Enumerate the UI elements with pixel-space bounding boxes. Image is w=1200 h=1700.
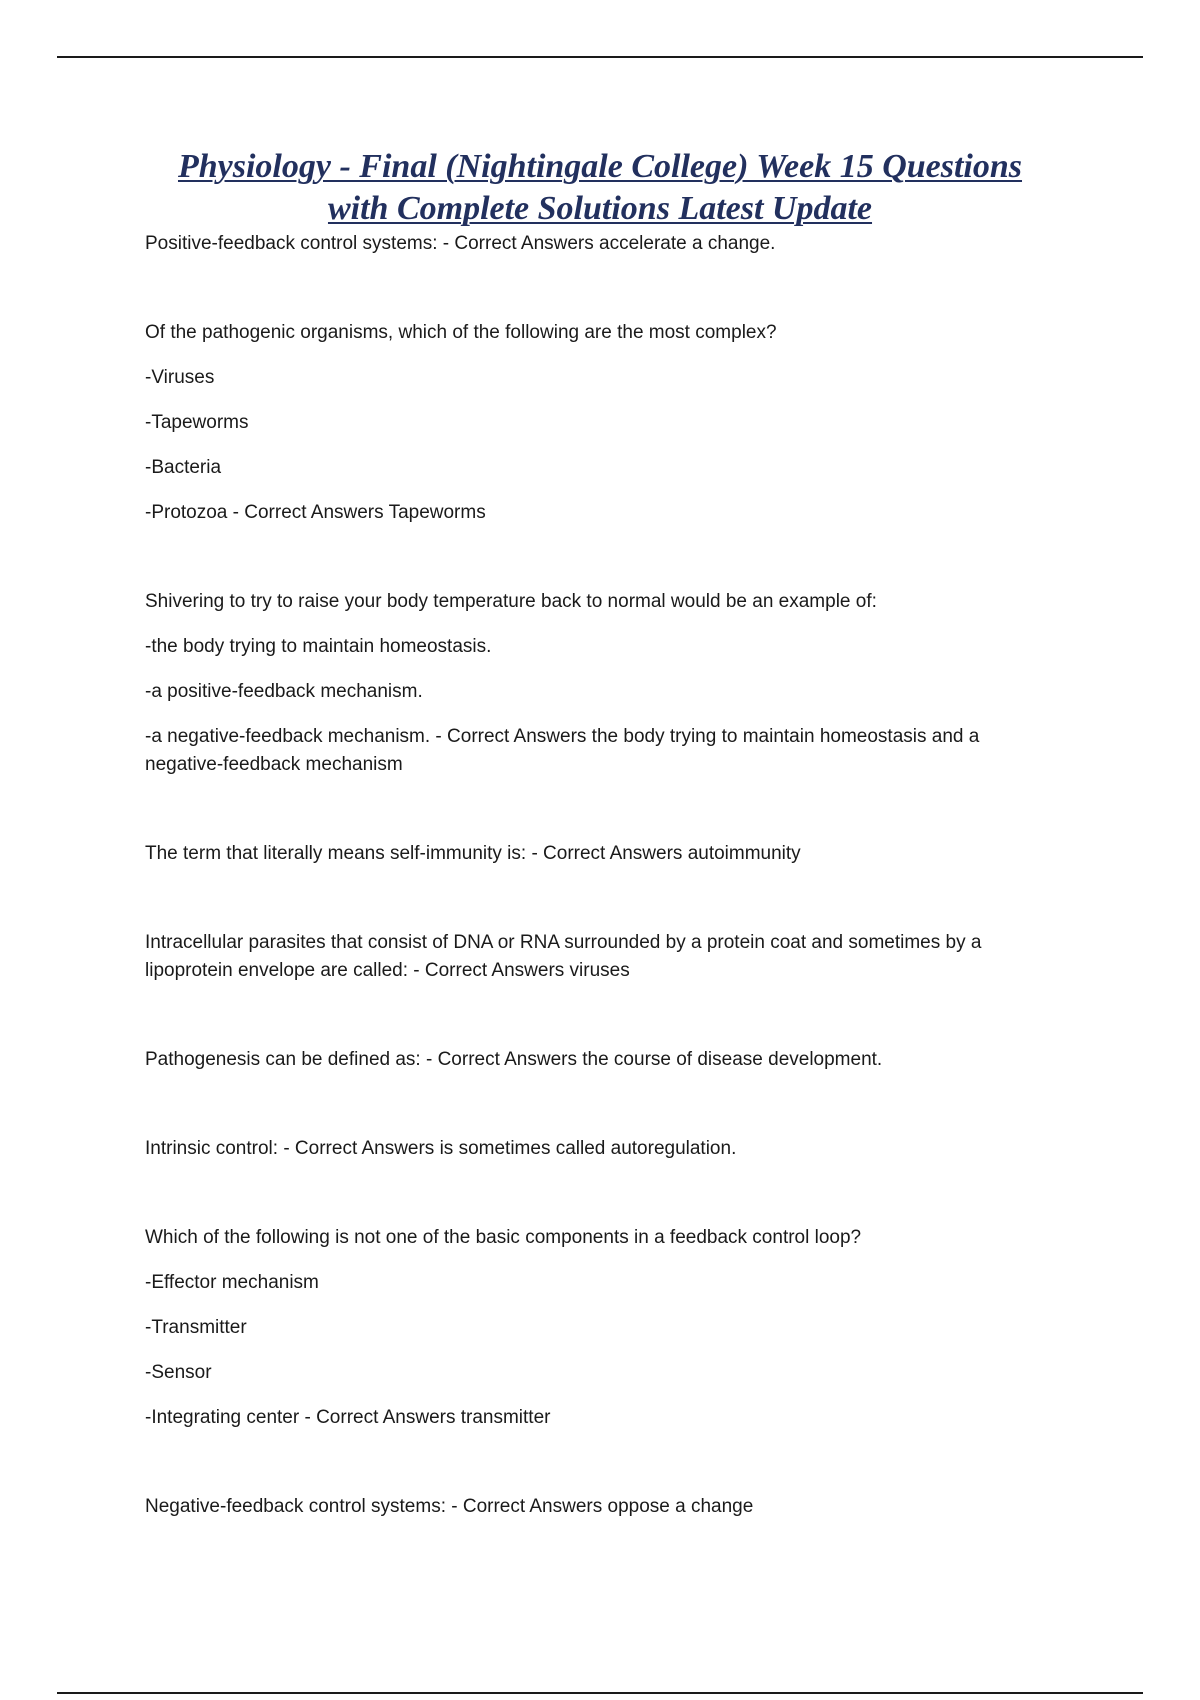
question-list bbox=[145, 230, 1050, 1582]
question-text: Which of the following is not one of the basic components in a feedback control loop? bbox=[145, 1227, 862, 1248]
answer-option: -Protozoa - Correct Answers Tapeworms bbox=[145, 502, 486, 523]
answer-option: -Sensor bbox=[145, 1362, 212, 1383]
question-1 bbox=[145, 230, 1050, 258]
question-6 bbox=[145, 1046, 1050, 1074]
question-text: Shivering to try to raise your body temperature back to normal would be an example of: bbox=[145, 591, 877, 612]
question-text: Of the pathogenic organisms, which of the following are the most complex? bbox=[145, 322, 777, 343]
answer-option: -Viruses bbox=[145, 367, 215, 388]
title-line-2: with Complete Solutions Latest Update bbox=[327, 190, 873, 227]
answer-option: -Tapeworms bbox=[145, 412, 249, 433]
answer-option: -Effector mechanism bbox=[145, 1272, 319, 1293]
question-text: The term that literally means self-immunity is: - Correct Answers autoimmunity bbox=[145, 843, 801, 864]
answer-option: -a positive-feedback mechanism. bbox=[145, 681, 423, 702]
bottom-rule bbox=[57, 1692, 1143, 1694]
answer-option: -Integrating center - Correct Answers transmitter bbox=[145, 1407, 551, 1428]
question-text: Intrinsic control: - Correct Answers is sometimes called autoregulation. bbox=[145, 1138, 737, 1159]
question-text: Negative-feedback control systems: - Correct Answers oppose a change bbox=[145, 1496, 754, 1517]
answer-option: -Bacteria bbox=[145, 457, 222, 478]
question-4 bbox=[145, 840, 1050, 868]
document-title bbox=[100, 146, 1100, 230]
title-line-1: Physiology - Final (Nightingale College) Week 15 Questions bbox=[177, 148, 1023, 185]
top-rule bbox=[57, 56, 1143, 58]
question-5 bbox=[145, 929, 1050, 985]
answer-option: -the body trying to maintain homeostasis. bbox=[145, 636, 492, 657]
question-3 bbox=[145, 588, 1050, 779]
question-8 bbox=[145, 1224, 1050, 1432]
question-text: Intracellular parasites that consist of DNA or RNA surrounded by a protein coat and sometimes by a lipoprotein envelope are called: - Correct Answers viruses bbox=[145, 932, 982, 981]
answer-option: -a negative-feedback mechanism. - Correct Answers the body trying to maintain homeostasis and a negative-feedback mechanism bbox=[145, 726, 980, 775]
question-9 bbox=[145, 1493, 1050, 1521]
question-2 bbox=[145, 319, 1050, 527]
question-text: Positive-feedback control systems: - Correct Answers accelerate a change. bbox=[145, 233, 776, 254]
question-7 bbox=[145, 1135, 1050, 1163]
answer-option: -Transmitter bbox=[145, 1317, 247, 1338]
question-text: Pathogenesis can be defined as: - Correct Answers the course of disease development. bbox=[145, 1049, 883, 1070]
